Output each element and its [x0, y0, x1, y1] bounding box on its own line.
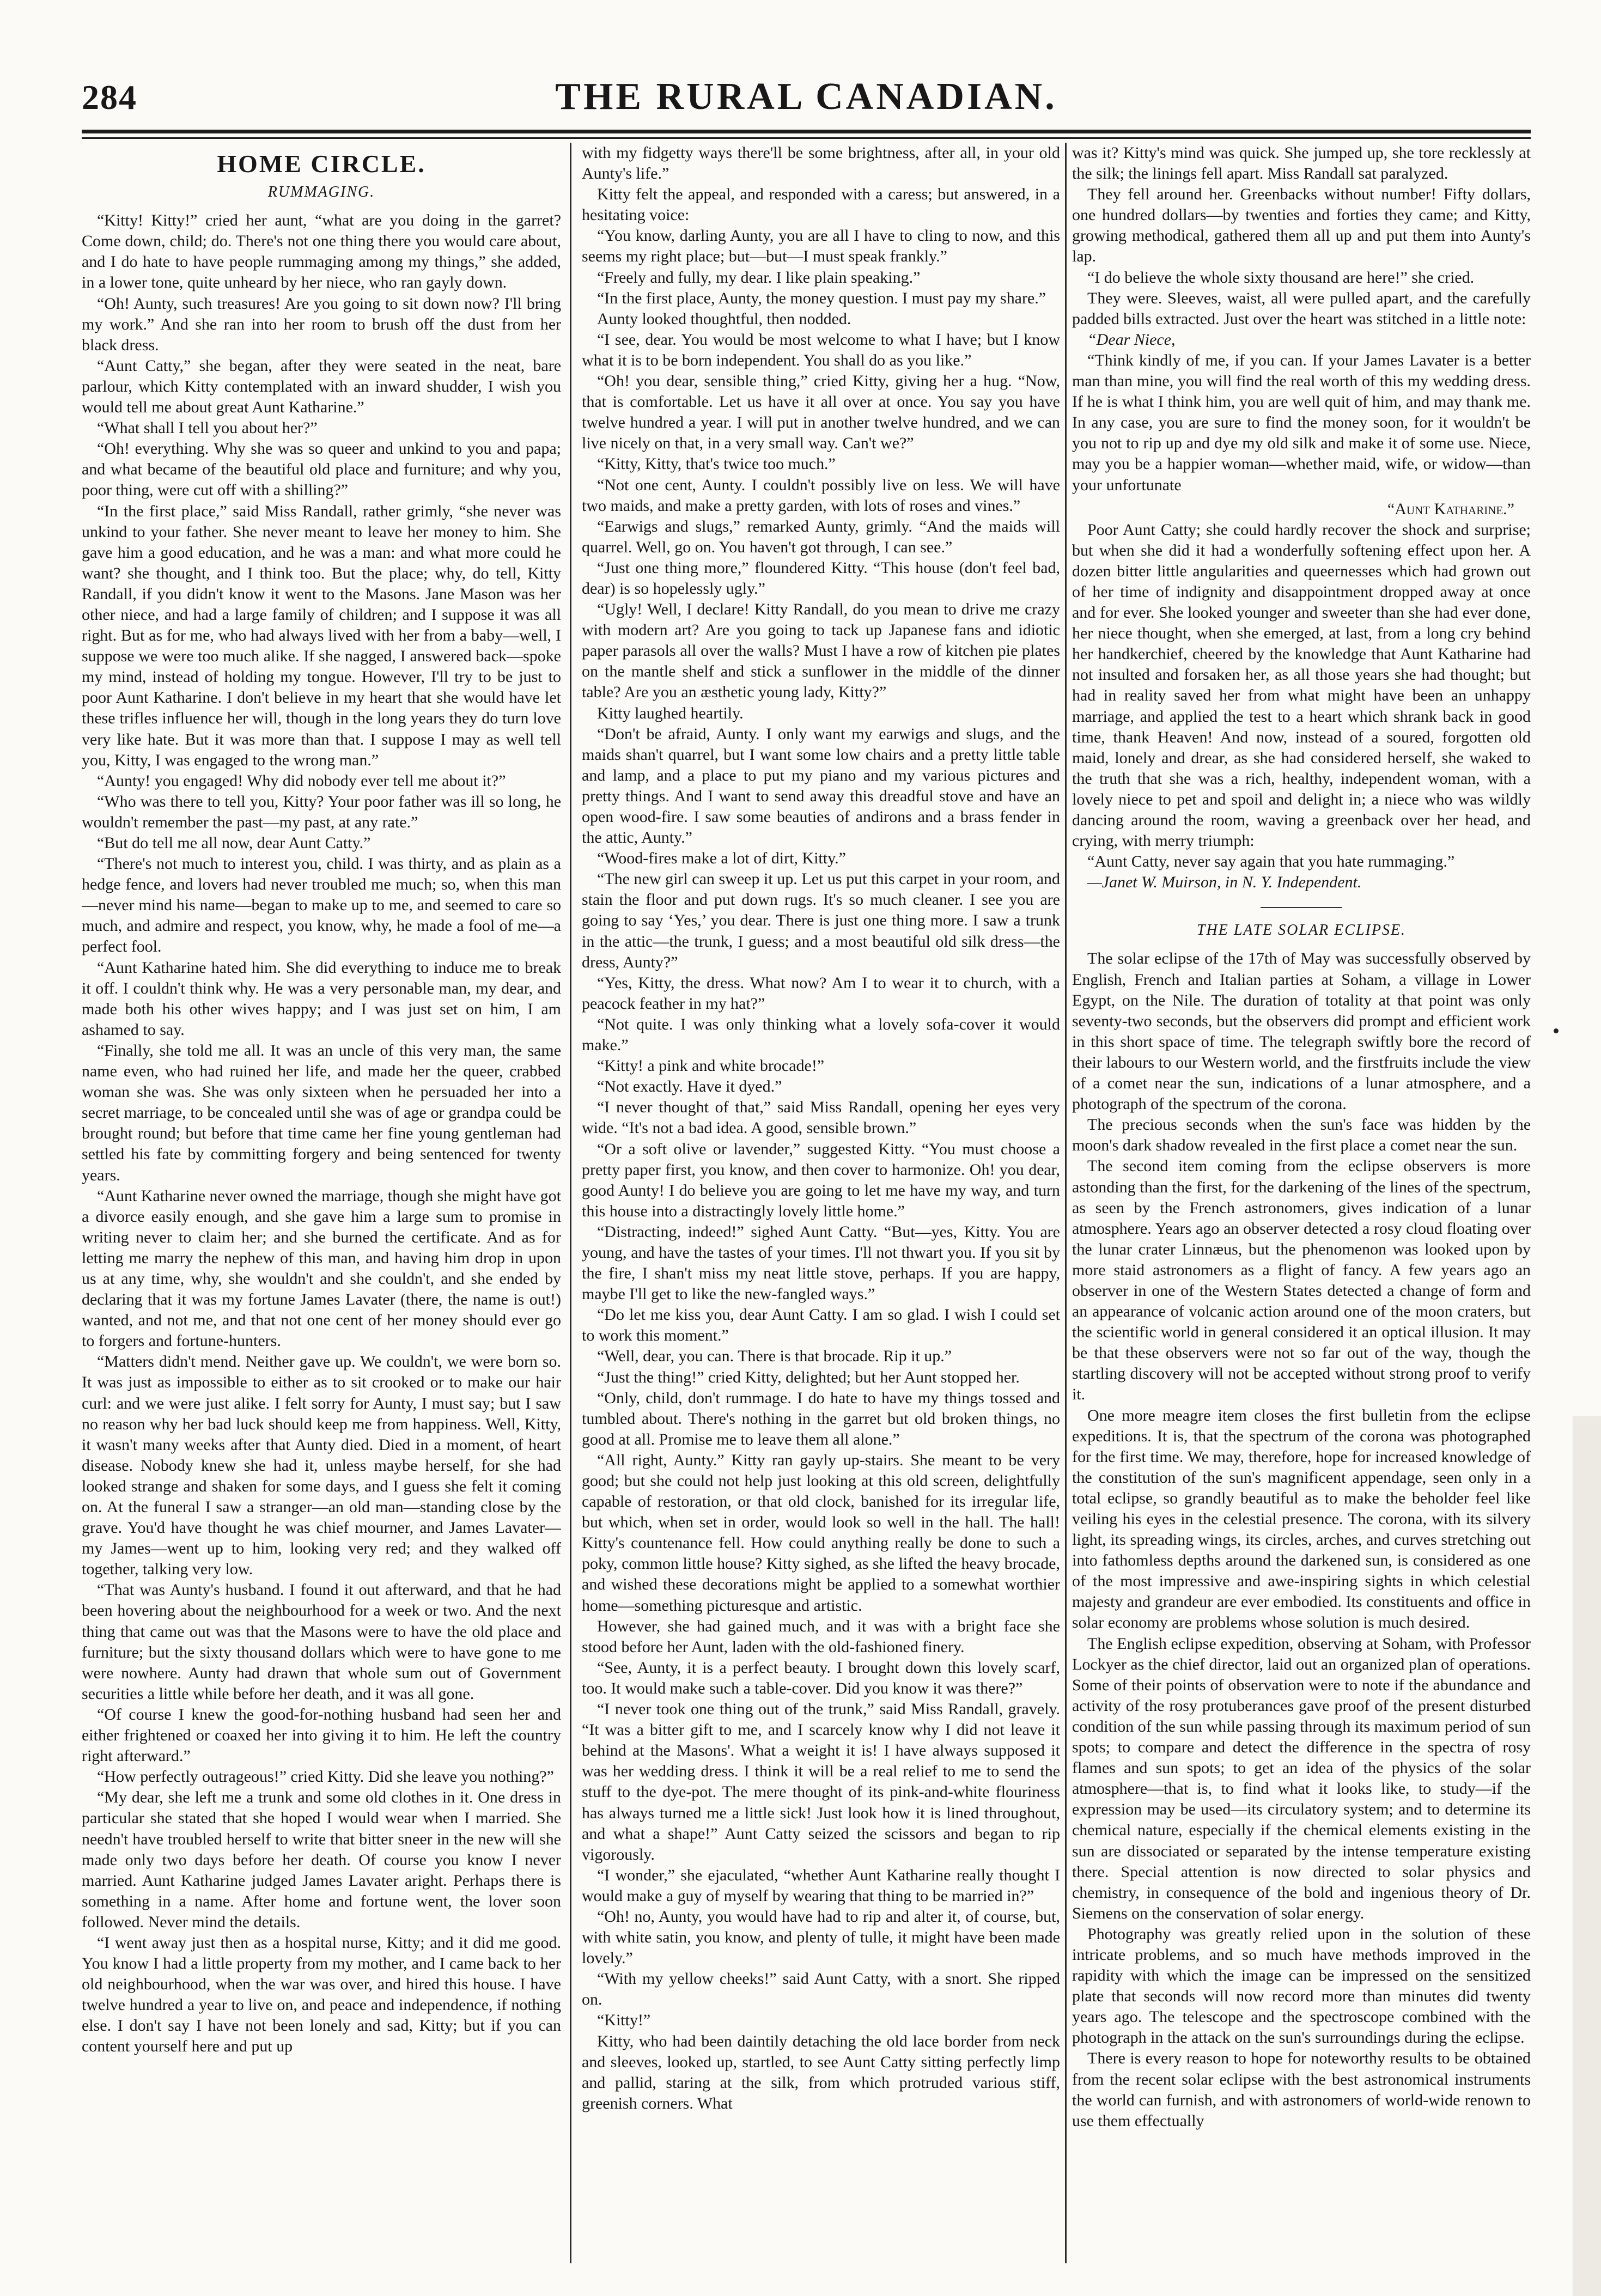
- column-3: [1072, 143, 1531, 2263]
- story-paragraph: “Ugly! Well, I declare! Kitty Randall, do you mean to drive me crazy with modern art? Are you going to tack up Japanese fans and idiotic paper parasols all over the walls? Must I have a row of kitchen pie plates on the mantle shelf and stick a sunflower in the middle of the dinner table? Are you an æsthetic young lady, Kitty?”: [582, 600, 1060, 702]
- section-title: HOME CIRCLE.: [217, 150, 426, 178]
- story-paragraph: “Kitty! a pink and white brocade!”: [597, 1057, 825, 1075]
- story-paragraph: “Kitty, Kitty, that's twice too much.”: [597, 455, 836, 473]
- story-paragraph: However, she had gained much, and it was with a bright face she stood before her Aunt, laden with the old-fashioned finery.: [582, 1617, 1060, 1656]
- story-paragraph: “Aunt Catty,” she began, after they were seated in the neat, bare parlour, which Kitty contemplated with an inward shudder, I wish you would tell me about great Aunt Katharine.”: [82, 356, 561, 417]
- story-paragraph: “Just one thing more,” floundered Kitty. “This house (don't feel bad, dear) is so hopelessly ugly.”: [582, 558, 1060, 598]
- story-paragraph: They were. Sleeves, waist, all were pulled apart, and the carefully padded bills extracted. Just over the heart was stitched in a little note:: [1072, 289, 1531, 328]
- story-paragraph: “In the first place, Aunty, the money question. I must pay my share.”: [597, 289, 1046, 307]
- story-paragraph: “I wonder,” she ejaculated, “whether Aunt Katharine really thought I would make a guy of myself by wearing that thing to be married in?”: [582, 1866, 1060, 1905]
- header-rule-thin: [82, 137, 1531, 139]
- story-paragraph: “Aunt Katharine hated him. She did everything to induce me to break it off. I couldn't think why. He was a very personable man, my dear, and made both his other wives happy; and I was just set on him, I am ashamed to say.: [82, 958, 561, 1039]
- story-paragraph: “What shall I tell you about her?”: [97, 419, 318, 437]
- story-paragraph: with my fidgetty ways there'll be some brightness, after all, in your old Aunty's life.”: [582, 144, 1060, 183]
- story-paragraph: Kitty, who had been daintily detaching the old lace border from neck and sleeves, looked up, startled, to see Aunt Catty sitting perfectly limp and pallid, staring at the silk, from which protruded various stiff, greenish corners. What: [582, 2032, 1060, 2112]
- header-rule-thick: [82, 130, 1531, 133]
- column-divider: [1065, 143, 1067, 2263]
- story-paragraph: “That was Aunty's husband. I found it out afterward, and that he had been hovering about the neighbourhood for a week or two. And the next thing that came out was that the Masons were to have the old place and furniture; but the sixty thousand dollars which were to have gone to me were nowhere. Aunty had drawn that whole sum out of Government securities a little while before her death, and it was all gone.: [82, 1581, 561, 1703]
- story-paragraph: “Distracting, indeed!” sighed Aunt Catty. “But—yes, Kitty. You are young, and have the tastes of your times. I'll not thwart you. If you sit by the fire, I shan't miss my neat little stove, perhaps. If you are happy, maybe I'll get to like the new-fangled ways.”: [582, 1222, 1060, 1304]
- story-paragraph: “Freely and fully, my dear. I like plain speaking.”: [597, 268, 921, 287]
- story-paragraph: “Matters didn't mend. Neither gave up. We couldn't, we were born so. It was just as impossible to either as to sit crooked or to make our hair curl: and we were just alike. I felt sorry for Aunty, I must say; but I saw no reason why her bad luck should keep me from happiness. Well, Kitty, it wasn't many weeks after that Aunty died. Died in a moment, of heart disease. Nobody knew she had it, unless maybe herself, for she had looked strange and shaken for some days, and I guess she felt it coming on. At the funeral I saw a stranger—an old man—standing close by the grave. You'd have thought he was chief mourner, and James Lavater—my James—went up to him, looking very red; and they walked off together, talking very low.: [82, 1353, 561, 1579]
- story-paragraph: “Wood-fires make a lot of dirt, Kitty.”: [597, 849, 846, 868]
- story-paragraph: “I see, dear. You would be most welcome to what I have; but I know what it is to be born independent. You shall do as you like.”: [582, 330, 1060, 369]
- story-paragraph: “Earwigs and slugs,” remarked Aunty, grimly. “And the maids will quarrel. Well, go on. You haven't got through, I can see.”: [582, 517, 1060, 556]
- story-paragraph: “Do let me kiss you, dear Aunt Catty. I am so glad. I wish I could set to work this moment.”: [582, 1306, 1060, 1345]
- eclipse-paragraph: There is every reason to hope for noteworthy results to be obtained from the recent solar eclipse with the best astronomical instruments the world can furnish, and with astronomers of world-wide renown to use them effectually: [1072, 2049, 1531, 2130]
- eclipse-paragraph: Photography was greatly relied upon in the solution of these intricate problems, and so much have methods improved in the rapidity with which the image can be impressed on the sensitized plate that seconds will now record more than minutes did twenty years ago. The telescope and the spectroscope combined with the photograph in the attack on the sun's surroundings during the eclipse.: [1072, 1925, 1531, 2047]
- story-paragraph: “My dear, she left me a trunk and some old clothes in it. One dress in particular she stated that she hoped I would wear when I married. She needn't have troubled herself to write that bitter sneer in the new will she made only two days before her death. Of course you know I never married. Aunt Katharine judged James Lavater aright. Perhaps there is something in a name. After home and fortune went, the lover soon followed. Never mind the details.: [82, 1788, 561, 1931]
- story-paragraph: “You know, darling Aunty, you are all I have to cling to now, and this seems my right place; but—but—I must speak frankly.”: [582, 227, 1060, 266]
- story-paragraph: “But do tell me all now, dear Aunt Catty.”: [97, 834, 371, 852]
- story-paragraph: “In the first place,” said Miss Randall, rather grimly, “she never was unkind to your father. She never meant to leave her money to him. She gave him a good education, and he was a man: and what more could he want? she thought, and I think too. But the place; why, do tell, Kitty Randall, if you didn't know it went to the Masons. Jane Mason was her other niece, and had a large family of children; and I suppose it was all right. But as for me, who had always lived with her from a baby—well, I suppose we were too much alike. If she nagged, I answered back—spoke my mind, instead of holding my tongue. However, I'll try to be just to poor Aunt Katharine. I don't believe in my heart that she would have let these trifles influence her will, though in the long years they do turn love very like hate. But it was more than that. I suppose I may as well tell you, Kitty, I was engaged to the wrong man.”: [82, 502, 561, 769]
- story-paragraph: “Not exactly. Have it dyed.”: [597, 1077, 782, 1096]
- story-paragraph: “Who was there to tell you, Kitty? Your poor father was ill so long, he wouldn't remember the past—my past, at any rate.”: [82, 792, 561, 831]
- page-number: 284: [82, 78, 137, 117]
- note-body: “Think kindly of me, if you can. If your James Lavater is a better man than mine, you will find the real worth of this my wedding dress. If he is what I think him, you are well quit of him, and may thank me. In any case, you are sure to find the money soon, for it wouldn't be you not to rip up and dye my old silk and make it of some use. Niece, may you be a happier woman—whether maid, wife, or widow—than your unfortunate: [1072, 351, 1531, 494]
- story-paragraph: “Kitty!”: [597, 2011, 651, 2030]
- story-paragraph: “Oh! Aunty, such treasures! Are you going to sit down now? I'll bring my work.” And she ran into her room to brush off the dust from her black dress.: [82, 294, 561, 354]
- story-citation: —Janet W. Muirson, in N. Y. Independent.: [1087, 873, 1362, 892]
- story-paragraph: Kitty laughed heartily.: [597, 704, 744, 722]
- story-separator: [1261, 907, 1342, 908]
- story-paragraph: “With my yellow cheeks!” said Aunt Catty, with a snort. She ripped on.: [582, 1970, 1060, 2009]
- eclipse-paragraph: The English eclipse expedition, observing at Soham, with Professor Lockyer as the chief director, laid out an organized plan of operations. Some of their points of observation were to note if the abundance and activity of the rosy protuberances gave proof of the present disturbed condition of the sun while passing through its maximum period of sun spots; to compare and detect the difference in the spectra of rosy flames and sun spots; to get an idea of the physics of the solar atmosphere—that is, to find what it looks like, to study—if the expression may be used—its circulatory system; and to determine its chemical nature, especially if the chemical elements existing in the sun are dissociated or separated by the intense temperature existing there. Special attention is now directed to solar physics and chemistry, in consequence of the bold and ingenious theory of Dr. Siemens on the conservation of solar energy.: [1072, 1634, 1531, 1922]
- story-paragraph: was it? Kitty's mind was quick. She jumped up, she tore recklessly at the silk; the linings fell apart. Miss Randall sat paralyzed.: [1072, 144, 1531, 183]
- story-paragraph: Aunty looked thoughtful, then nodded.: [597, 309, 851, 328]
- eclipse-paragraph: One more meagre item closes the first bulletin from the eclipse expeditions. It is, that the spectrum of the corona was photographed for the first time. We may, therefore, hope for increased knowledge of the constitution of the sun's magnificent appendage, seen only in a total eclipse, so grandly beautiful as to make the beholder feel like veiling his eyes in the celestial presence. The corona, with its silvery light, its spreading wings, its circles, arches, and curves stretching out into fathomless depths around the darkened sun, is considered as one of the most impressive and awe-inspiring sights in which celestial majesty and grandeur are ever embodied. Its constituents and office in solar economy are problems whose solution is much desired.: [1072, 1406, 1531, 1632]
- column-1: [82, 143, 561, 2263]
- story-paragraph: “Oh! no, Aunty, you would have had to rip and alter it, of course, but, with white satin, you know, and plenty of tulle, it might have been made lovely.”: [582, 1907, 1060, 1968]
- publication-title: THE RURAL CANADIAN.: [555, 76, 1057, 118]
- story-paragraph: “Aunty! you engaged! Why did nobody ever tell me about it?”: [97, 771, 506, 790]
- story-paragraph: “All right, Aunty.” Kitty ran gayly up-stairs. She meant to be very good; but she could not help just looking at this old screen, delightfully capable of restoration, or that old clock, banished for its irregular life, but which, when set in order, would look so well in the hall. The hall! Kitty's countenance fell. How could anything really be done to such a poky, common little house? Kitty sighed, as she lifted the heavy brocade, and wished these decorations might be applied to a somewhat worthier home—something picturesque and artistic.: [582, 1451, 1060, 1615]
- story-paragraph: “See, Aunty, it is a perfect beauty. I brought down this lovely scarf, too. It would make such a table-cover. Did you know it was there?”: [582, 1658, 1060, 1697]
- story-paragraph: “I never thought of that,” said Miss Randall, opening her eyes very wide. “It's not a bad idea. A good, sensible brown.”: [582, 1098, 1060, 1137]
- story-paragraph: “I never took one thing out of the trunk,” said Miss Randall, gravely. “It was a bitter gift to me, and I scarcely know why I did not leave it behind at the Masons'. What a weight it is! I have always supposed it was her wedding dress. I think it will be a real relief to me to send the stuff to the dye-pot. The mere thought of its pink-and-white flouriness has always turned me a little sick! Just look how it is lined throughout, and what a shape!” Aunt Catty seized the scissors and began to rip vigorously.: [582, 1700, 1060, 1863]
- page-edge-shadow: [1573, 1416, 1601, 2296]
- story-paragraph: “Yes, Kitty, the dress. What now? Am I to wear it to church, with a peacock feather in my hat?”: [582, 973, 1060, 1013]
- story-paragraph: “Finally, she told me all. It was an uncle of this very man, the same name even, who had ruined her life, and made her the queer, crabbed woman she was. She was only sixteen when he persuaded her into a secret marriage, to be concealed until she was of age or grandpa could be brought round; but before that time came her fine young gentleman had settled his fate by committing forgery and being sentenced for twenty years.: [82, 1041, 561, 1184]
- story-paragraph: “Or a soft olive or lavender,” suggested Kitty. “You must choose a pretty paper first, you know, and then cover to harmonize. Oh! you dear, good Aunty! I do believe you are going to let me have my way, and turn this house into a distractingly lovely little home.”: [582, 1140, 1060, 1220]
- story-paragraph: “Aunt Katharine never owned the marriage, though she might have got a divorce easily enough, and she gave him a large sum to promise in writing never to claim her; and she burned the certificate. And as for letting me marry the nephew of this man, and having him drop in upon us at any time, why, she wouldn't and she couldn't, and she ended by declaring that it was my fortune James Lavater (there, the name is out!) wanted, and not me, and that not one cent of her money should ever go to forgers and fortune-hunters.: [82, 1186, 561, 1350]
- story-paragraph: “Aunt Catty, never say again that you hate rummaging.”: [1087, 852, 1455, 871]
- note-signature: “Aunt Katharine.”: [1387, 500, 1514, 518]
- eclipse-paragraph: The precious seconds when the sun's face was hidden by the moon's dark shadow revealed in the first place a comet near the sun.: [1072, 1116, 1531, 1155]
- story-paragraph: Poor Aunt Catty; she could hardly recover the shock and surprise; but when she did it had a wonderfully softening effect upon her. A dozen bitter little angularities and queernesses which had grown out of her time of indignity and disappointment dropped away at once and for ever. She looked younger and sweeter than she had ever done, her niece thought, when she emerged, at last, from a long cry behind her handkerchief, cheered by the knowledge that Aunt Katharine had not insulted and forsaken her, as all those years she had thought; but had in reality saved her from what might have been an unhappy marriage, and applied the test to a heart which shrank back in good time, thank Heaven! And now, instead of a soured, forgotten old maid, lonely and drear, as she had considered herself, she waked to the truth that she was a rich, healthy, independent woman, with a lovely niece to pet and spoil and delight in; a niece who was wildly dancing around the room, waving a greenback over her head, and crying, with merry triumph:: [1072, 520, 1531, 850]
- note-salutation: “Dear Niece,: [1087, 330, 1176, 349]
- story-paragraph: “Only, child, don't rummage. I do hate to have my things tossed and tumbled about. There's nothing in the garret but old broken things, no good at all. Promise me to leave them all alone.”: [582, 1388, 1060, 1448]
- story-paragraph: “Not quite. I was only thinking what a lovely sofa-cover it would make.”: [582, 1015, 1060, 1055]
- story-paragraph: “Kitty! Kitty!” cried her aunt, “what are you doing in the garret? Come down, child; do. There's not one thing there you would care about, and I do hate to have people rummaging among my things,” she added, in a lower tone, quite unheard by her niece, who ran gayly down.: [82, 211, 561, 292]
- eclipse-title: THE LATE SOLAR ECLIPSE.: [1196, 922, 1407, 939]
- page-header: [82, 70, 1531, 124]
- story-paragraph: “Not one cent, Aunty. I couldn't possibly live on less. We will have two maids, and make a pretty garden, with lots of roses and vines.”: [582, 476, 1060, 515]
- story-paragraph: “Oh! everything. Why she was so queer and unkind to you and papa; and what became of the beautiful old place and furniture; and why you, poor thing, were cut off with a shilling?”: [82, 440, 561, 500]
- story-paragraph: “There's not much to interest you, child. I was thirty, and as plain as a hedge fence, and lovers had never troubled me much; so, when this man—never mind his name—began to make up to me, and seemed to care so much, and admire and respect, you know, why, he made a fool of me—a perfect fool.: [82, 855, 561, 956]
- story-paragraph: “Don't be afraid, Aunty. I only want my earwigs and slugs, and the maids shan't quarrel, but I want some low chairs and a pretty little table and lamp, and a place to put my piano and my various pictures and pretty things. And I want to send away this dreadful stove and have an open wood-fire. I saw some beauties of andirons and a brass fender in the attic, Aunty.”: [582, 724, 1060, 847]
- story-paragraph: “The new girl can sweep it up. Let us put this carpet in your room, and stain the floor and put down rugs. It's so much cleaner. I see you are going to say ‘Yes,’ you dear. There is just one thing more. I saw a trunk in the attic—the trunk, I guess; and a most beautiful old silk dress—the dress, Aunty?”: [582, 870, 1060, 971]
- column-divider: [570, 143, 571, 2263]
- story-paragraph: “Just the thing!” cried Kitty, delighted; but her Aunt stopped her.: [597, 1368, 1020, 1386]
- column-2: [582, 143, 1060, 2263]
- eclipse-paragraph: The solar eclipse of the 17th of May was successfully observed by English, French and Italian parties at Soham, a village in Lower Egypt, on the Nile. The duration of totality at that point was only seventy-two seconds, but the observers did prompt and efficient work in this short space of time. The telegraph swiftly bore the record of their labours to our Western world, and the firstfruits include the view of a comet near the sun, indications of a lunar atmosphere, and a photograph of the spectrum of the corona.: [1072, 949, 1531, 1113]
- story-paragraph: “Of course I knew the good-for-nothing husband had seen her and either frightened or coaxed her into giving it to him. He left the country right afterward.”: [82, 1705, 561, 1765]
- story-title: RUMMAGING.: [267, 184, 375, 201]
- story-paragraph: “How perfectly outrageous!” cried Kitty. Did she leave you nothing?”: [97, 1768, 554, 1786]
- margin-mark: [1554, 1028, 1559, 1033]
- story-paragraph: “I went away just then as a hospital nurse, Kitty; and it did me good. You know I had a little property from my mother, and I came back to her old neighbourhood, when the war was over, and hired this house. I have twelve hundred a year to live on, and peace and independence, if nothing else. I don't say I have not been lonely and sad, Kitty; but if you can content yourself here and put up: [82, 1933, 561, 2056]
- story-paragraph: “I do believe the whole sixty thousand are here!” she cried.: [1087, 268, 1475, 287]
- story-paragraph: They fell around her. Greenbacks without number! Fifty dollars, one hundred dollars—by twenties and forties they came; and Kitty, growing methodical, gathered them all up and put them into Aunty's lap.: [1072, 185, 1531, 266]
- eclipse-paragraph: The second item coming from the eclipse observers is more astonding than the first, for the darkening of the lines of the spectrum, as seen by the French astronomers, gives indication of a lunar atmosphere. Years ago an observer detected a rosy cloud floating over the lunar crater Linnæus, but the phenomenon was looked upon by more staid astronomers as a flight of fancy. A few years ago an observer in one of the Western States detected a change of form and an appearance of volcanic action around one of the moon craters, but the scientific world in general considered it an optical illusion. It may be that these observers were not so far out of the way, though the startling discovery will not be accepted without strong proof to verify it.: [1072, 1157, 1531, 1404]
- story-paragraph: Kitty felt the appeal, and responded with a caress; but answered, in a hesitating voice:: [582, 185, 1060, 224]
- story-paragraph: “Oh! you dear, sensible thing,” cried Kitty, giving her a hug. “Now, that is comfortable. Let us have it all over at once. You say you have twelve hundred a year. I will put in another twelve hundred, and we can live nicely on that, in a very small way. Can't we?”: [582, 372, 1060, 453]
- story-paragraph: “Well, dear, you can. There is that brocade. Rip it up.”: [597, 1347, 952, 1366]
